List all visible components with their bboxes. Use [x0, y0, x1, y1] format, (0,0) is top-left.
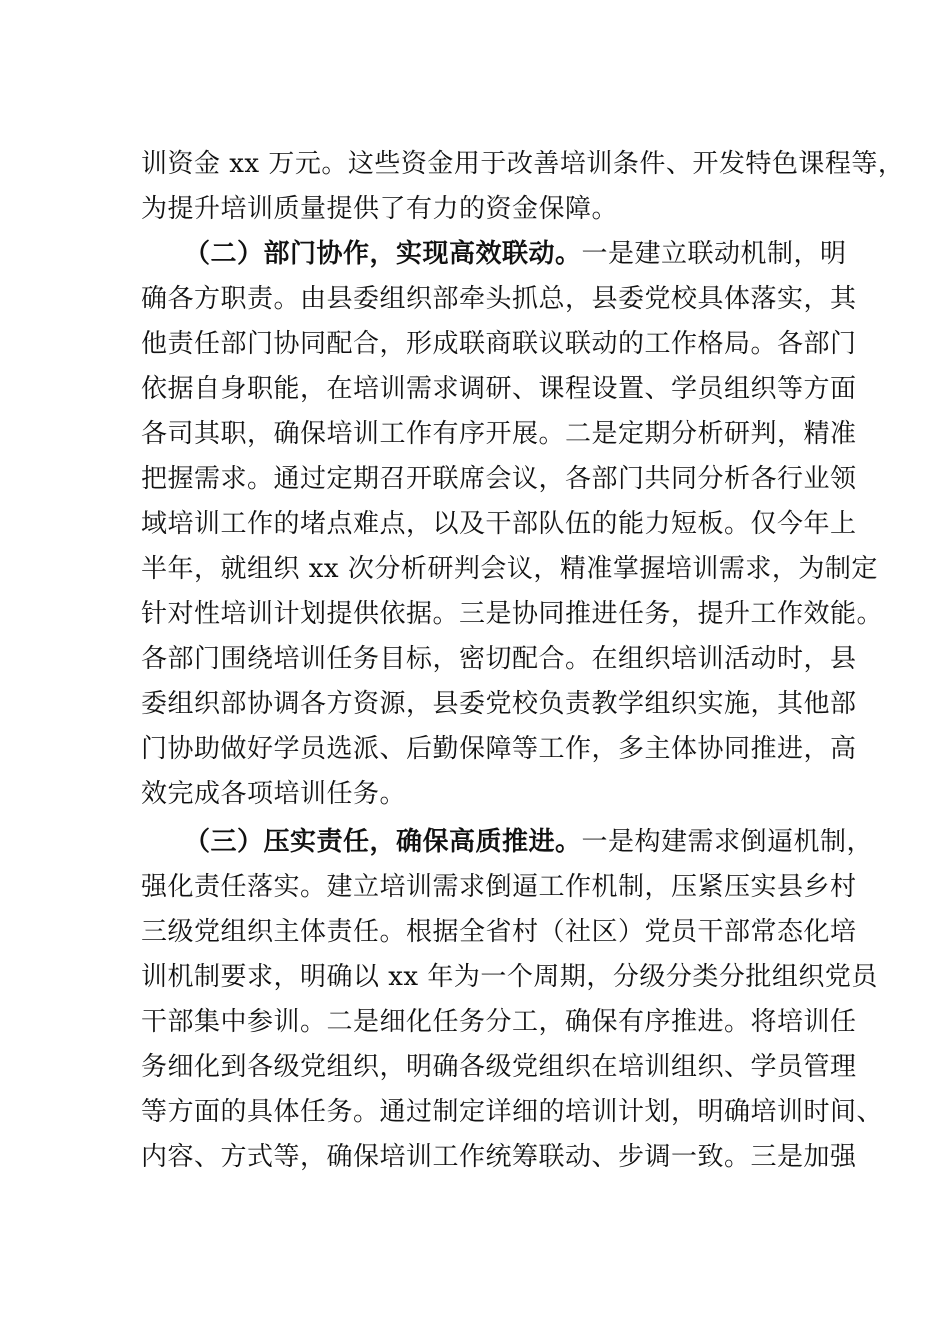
- text-line: 半年，就组织 xx 次分析研判会议，精准掌握培训需求，为制定: [141, 554, 878, 584]
- text-line: 干部集中参训。二是细化任务分工，确保有序推进。将培训任: [141, 1007, 857, 1037]
- section-3-first-line-text: 一是构建需求倒逼机制，: [581, 827, 874, 857]
- text-line: 强化责任落实。建立培训需求倒逼工作机制，压紧压实县乡村: [141, 872, 857, 902]
- text-line: 委组织部协调各方资源，县委党校负责教学组织实施，其他部: [141, 689, 857, 719]
- document-page: [141, 142, 905, 1180]
- text-line: 内容、方式等，确保培训工作统筹联动、步调一致。三是加强: [141, 1142, 857, 1172]
- section-2-first-line: [141, 232, 847, 277]
- section-2-first-line-text: 一是建立联动机制，明: [581, 239, 847, 269]
- text-line: 把握需求。通过定期召开联席会议，各部门共同分析各行业领: [141, 464, 857, 494]
- section-2-heading: （二）部门协作，实现高效联动。: [184, 239, 582, 269]
- text-line: 效完成各项培训任务。: [141, 779, 407, 809]
- text-line: 训机制要求，明确以 xx 年为一个周期，分级分类分批组织党员: [141, 962, 878, 992]
- text-line: 为提升培训质量提供了有力的资金保障。: [141, 194, 619, 224]
- text-line: 针对性培训计划提供依据。三是协同推进任务，提升工作效能。: [141, 599, 884, 629]
- text-line: 域培训工作的堵点难点，以及干部队伍的能力短板。仅今年上: [141, 509, 857, 539]
- paragraph-section-2: [141, 232, 884, 817]
- text-line: 确各方职责。由县委组织部牵头抓总，县委党校具体落实，其: [141, 284, 857, 314]
- text-line: 等方面的具体任务。通过制定详细的培训计划，明确培训时间、: [141, 1097, 884, 1127]
- text-line: 务细化到各级党组织，明确各级党组织在培训组织、学员管理: [141, 1052, 857, 1082]
- text-line: 依据自身职能，在培训需求调研、课程设置、学员组织等方面: [141, 374, 857, 404]
- text-line: 各部门围绕培训任务目标，密切配合。在组织培训活动时，县: [141, 644, 857, 674]
- text-line: 门协助做好学员选派、后勤保障等工作，多主体协同推进，高: [141, 734, 857, 764]
- text-line: 训资金 xx 万元。这些资金用于改善培训条件、开发特色课程等，: [141, 149, 905, 179]
- text-line: 三级党组织主体责任。根据全省村（社区）党员干部常态化培: [141, 917, 857, 947]
- section-3-heading: （三）压实责任，确保高质推进。: [184, 827, 582, 857]
- text-line: 各司其职，确保培训工作有序开展。二是定期分析研判，精准: [141, 419, 857, 449]
- text-line: 他责任部门协同配合，形成联商联议联动的工作格局。各部门: [141, 329, 857, 359]
- paragraph-intro: [141, 142, 905, 232]
- paragraph-section-3: [141, 820, 884, 1180]
- section-3-first-line: [141, 820, 874, 865]
